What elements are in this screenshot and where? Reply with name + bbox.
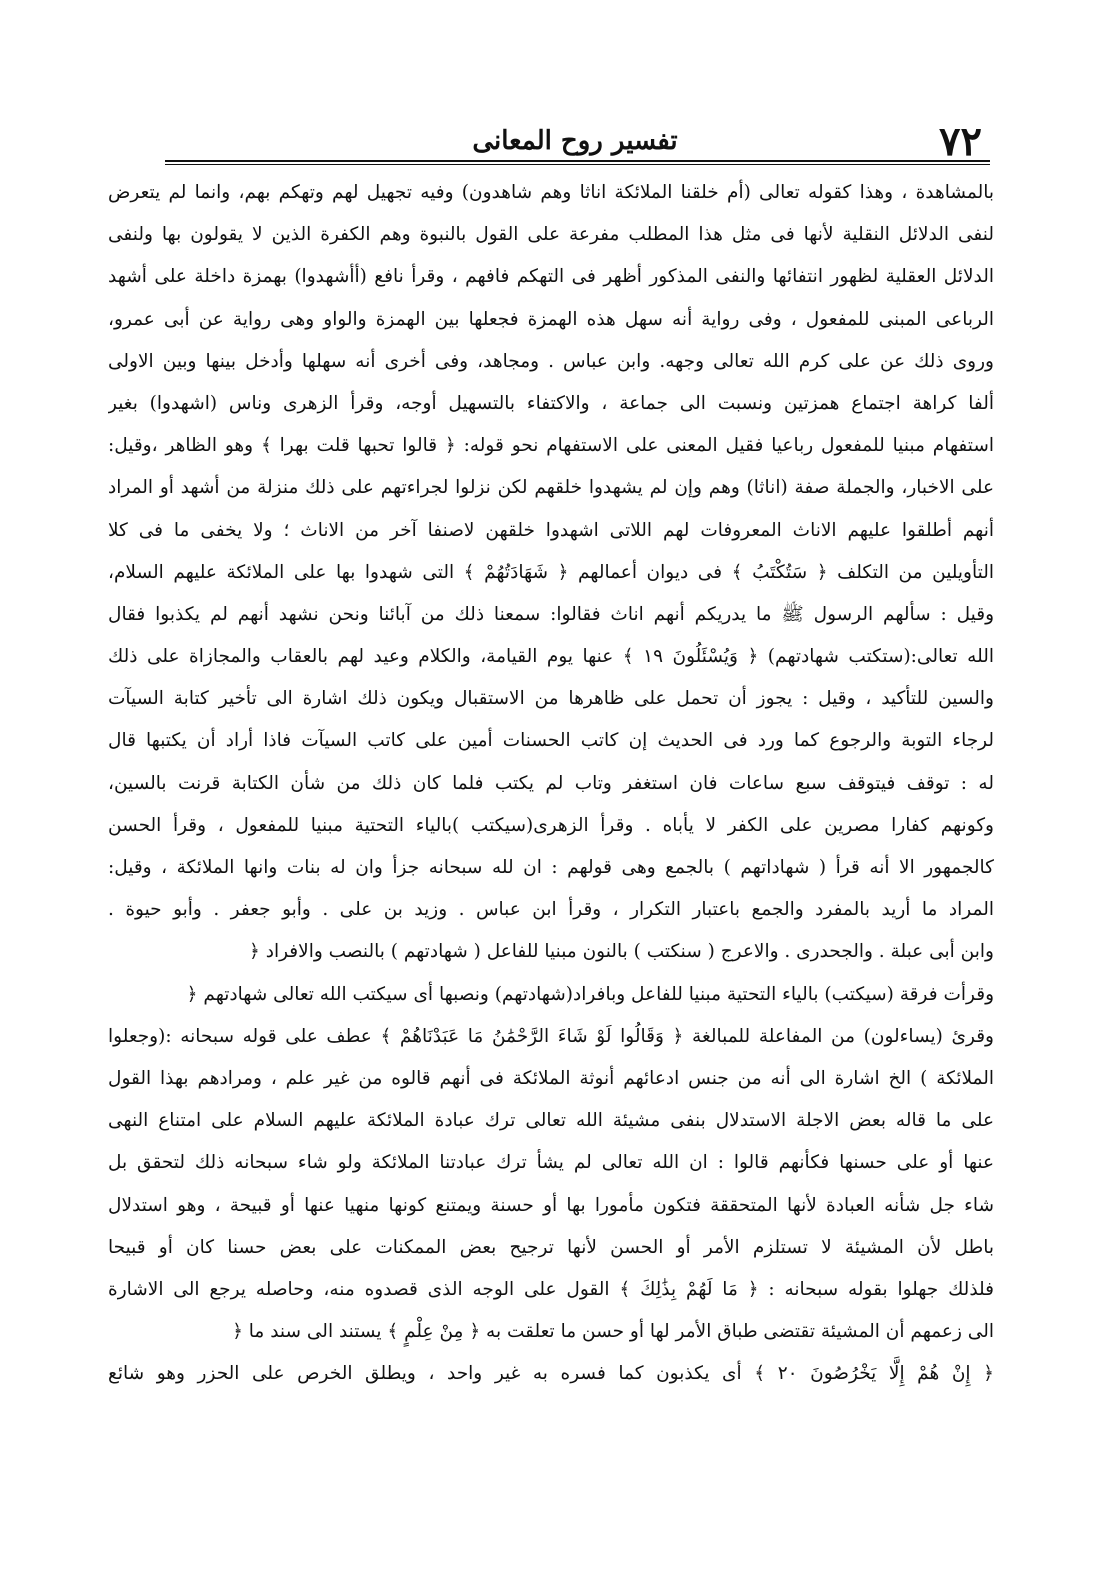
text-line: على الاخبار، والجملة صفة (اناثا) وهم وإن لم يشهدوا خلقهم لكن نزلوا لجراءتهم على ذلك منزلة من أشهد أو المراد (108, 477, 994, 499)
text-line: والسين للتأكيد ، وقيل : يجوز أن تحمل على ظاهرها من الاستقبال ويكون ذلك اشارة الى تأخير كتابة السيآت (108, 688, 994, 710)
text-line: على ما قاله بعض الاجلة الاستدلال بنفى مشيئة الله تعالى ترك عبادة الملائكة عليهم السلام على امتناع النهى (108, 1110, 994, 1132)
text-line: لنفى الدلائل النقلية لأنها فى مثل هذا المطلب مفرعة على القول بالنبوة وهم الكفرة الذين لا يقولون بها ولنفى (108, 224, 994, 246)
text-line: الرباعى المبنى للمفعول ، وفى رواية أنه سهل هذه الهمزة فجعلها بين الهمزة والواو وهى رواية عن أبى عمرو، (108, 308, 994, 330)
page-number: ٧٢ (939, 118, 982, 165)
text-line: بالمشاهدة ، وهذا كقوله تعالى (أم خلقنا الملائكة اناثا وهم شاهدون) وفيه تجهيل لهم وتهكم بهم، وانما لم يتعرض (108, 182, 994, 203)
text-line: استفهام مبنيا للمفعول رباعيا فقيل المعنى على الاستفهام نحو قوله: ﴿ قالوا تحبها قلت بهرا ﴾ وهو الظاهر ،وقيل: (108, 435, 994, 457)
text-line: وابن أبى عبلة . والجحدرى . والاعرج ( سنكتب ) بالنون مبنيا للفاعل ( شهادتهم ) بالنصب والافراد ﴿ (249, 941, 994, 963)
text-line: باطل لأن المشيئة لا تستلزم الأمر أو الحسن لأنها ترجيح بعض الممكنات على بعض حسنا كان أو قبيحا (108, 1236, 994, 1258)
text-line: وروى ذلك عن على كرم الله تعالى وجهه. وابن عباس . ومجاهد، وفى أخرى أنه سهلها وأدخل بينها وبين الاولى (108, 350, 994, 372)
text-line: أنهم أطلقوا عليهم الاناث المعروفات لهم اللاتى اشهدوا خلقهن لاصنفا آخر من الاناث ؛ ولا يخفى ما فى كلا (108, 519, 994, 541)
text-line: التأويلين من التكلف ﴿ سَتُكْتَبُ ﴾ فى ديوان أعمالهم ﴿ شَهَادَتُهُمْ ﴾ التى شهدوا بها على الملائكة عليهم السلام، (108, 561, 994, 583)
text-line: الى زعمهم أن المشيئة تقتضى طباق الأمر لها أو حسن ما تعلقت به ﴿ مِنْ عِلْمٍ ﴾ يستند الى سند ما ﴿ (232, 1321, 994, 1343)
body-text (108, 172, 994, 1395)
page-header (160, 118, 990, 166)
running-title: تفسير روح المعانى (472, 126, 678, 156)
text-line: وكونهم كفارا مصرين على الكفر لا يأباه . وقرأ الزهرى(سيكتب )بالياء التحتية مبنيا للمفعول ، وقرأ الحسن (108, 814, 994, 836)
text-line: لرجاء التوبة والرجوع كما ورد فى الحديث إن كاتب الحسنات أمين على كاتب السيآت فاذا أراد أن يكتبها قال (108, 730, 994, 752)
text-line: ألفا كراهة اجتماع همزتين ونسبت الى جماعة ، والاكتفاء بالتسهيل أوجه، وقرأ الزهرى وناس (اشهدوا) بغير (108, 392, 994, 414)
text-line: الدلائل العقلية لظهور انتفائها والنفى المذكور أظهر فى التهكم فافهم ، وقرأ نافع (أأشهدوا) بهمزة داخلة على أشهد (108, 266, 994, 288)
header-rule (165, 160, 990, 165)
text-line: شاء جل شأنه العبادة لأنها المتحققة فتكون مأمورا بها أو حسنة ويمتنع كونها منهيا عنها أو قبيحة ، وهو استدلال (108, 1194, 994, 1216)
text-line: عنها أو على حسنها فكأنهم قالوا : ان الله تعالى لم يشأ ترك عبادتنا الملائكة ولو شاء سبحانه ذلك لتحقق بل (108, 1152, 994, 1174)
text-line: فلذلك جهلوا بقوله سبحانه : ﴿ مَا لَهُمْ بِذَٰلِكَ ﴾ القول على الوجه الذى قصدوه منه، وحاصله يرجع الى الاشارة (108, 1278, 994, 1300)
text-line: الله تعالى:(ستكتب شهادتهم) ﴿ وَيُسْئَلُونَ ١٩ ﴾ عنها يوم القيامة، والكلام وعيد لهم بالعقاب والمجازاة على ذلك (108, 646, 994, 668)
text-line: كالجمهور الا أنه قرأ ( شهاداتهم ) بالجمع وهى قولهم : ان لله سبحانه جزأ وان له بنات وانها الملائكة ، وقيل: (108, 857, 994, 878)
text-line: وقرأت فرقة (سيكتب) بالياء التحتية مبنيا للفاعل وبافراد(شهادتهم) ونصبها أى سيكتب الله تعالى شهادتهم ﴿ (186, 983, 994, 1005)
text-line: المراد ما أريد بالمفرد والجمع باعتبار التكرار ، وقرأ ابن عباس . وزيد بن على . وأبو جعفر . وأبو حيوة . (108, 899, 994, 921)
text-line: وقيل : سألهم الرسول ﷺ ما يدريكم أنهم اناث فقالوا: سمعنا ذلك من آبائنا ونحن نشهد أنهم لم يكذبوا فقال (108, 603, 994, 625)
text-line: ﴿ إِنْ هُمْ إِلَّا يَخْرُصُونَ ٢٠ ﴾ أى يكذبون كما فسره به غير واحد ، ويطلق الخرص على الحزر وهو شائع (108, 1363, 994, 1385)
text-line: الملائكة ) الخ اشارة الى أنه من جنس ادعائهم أنوثة الملائكة فى أنهم قالوه من غير علم ، ومرادهم بهذا القول (108, 1067, 994, 1089)
text-line: له : توقف فيتوقف سبع ساعات فان استغفر وتاب لم يكتب فلما كان ذلك من شأن الكتابة قرنت بالسين، (108, 772, 994, 794)
text-line: وقرئ (يساءلون) من المفاعلة للمبالغة ﴿ وَقَالُوا لَوْ شَاءَ الرَّحْمَٰنُ مَا عَبَدْنَاهُمْ ﴾ عطف على قوله سبحانه :(وجعلوا (108, 1025, 994, 1047)
